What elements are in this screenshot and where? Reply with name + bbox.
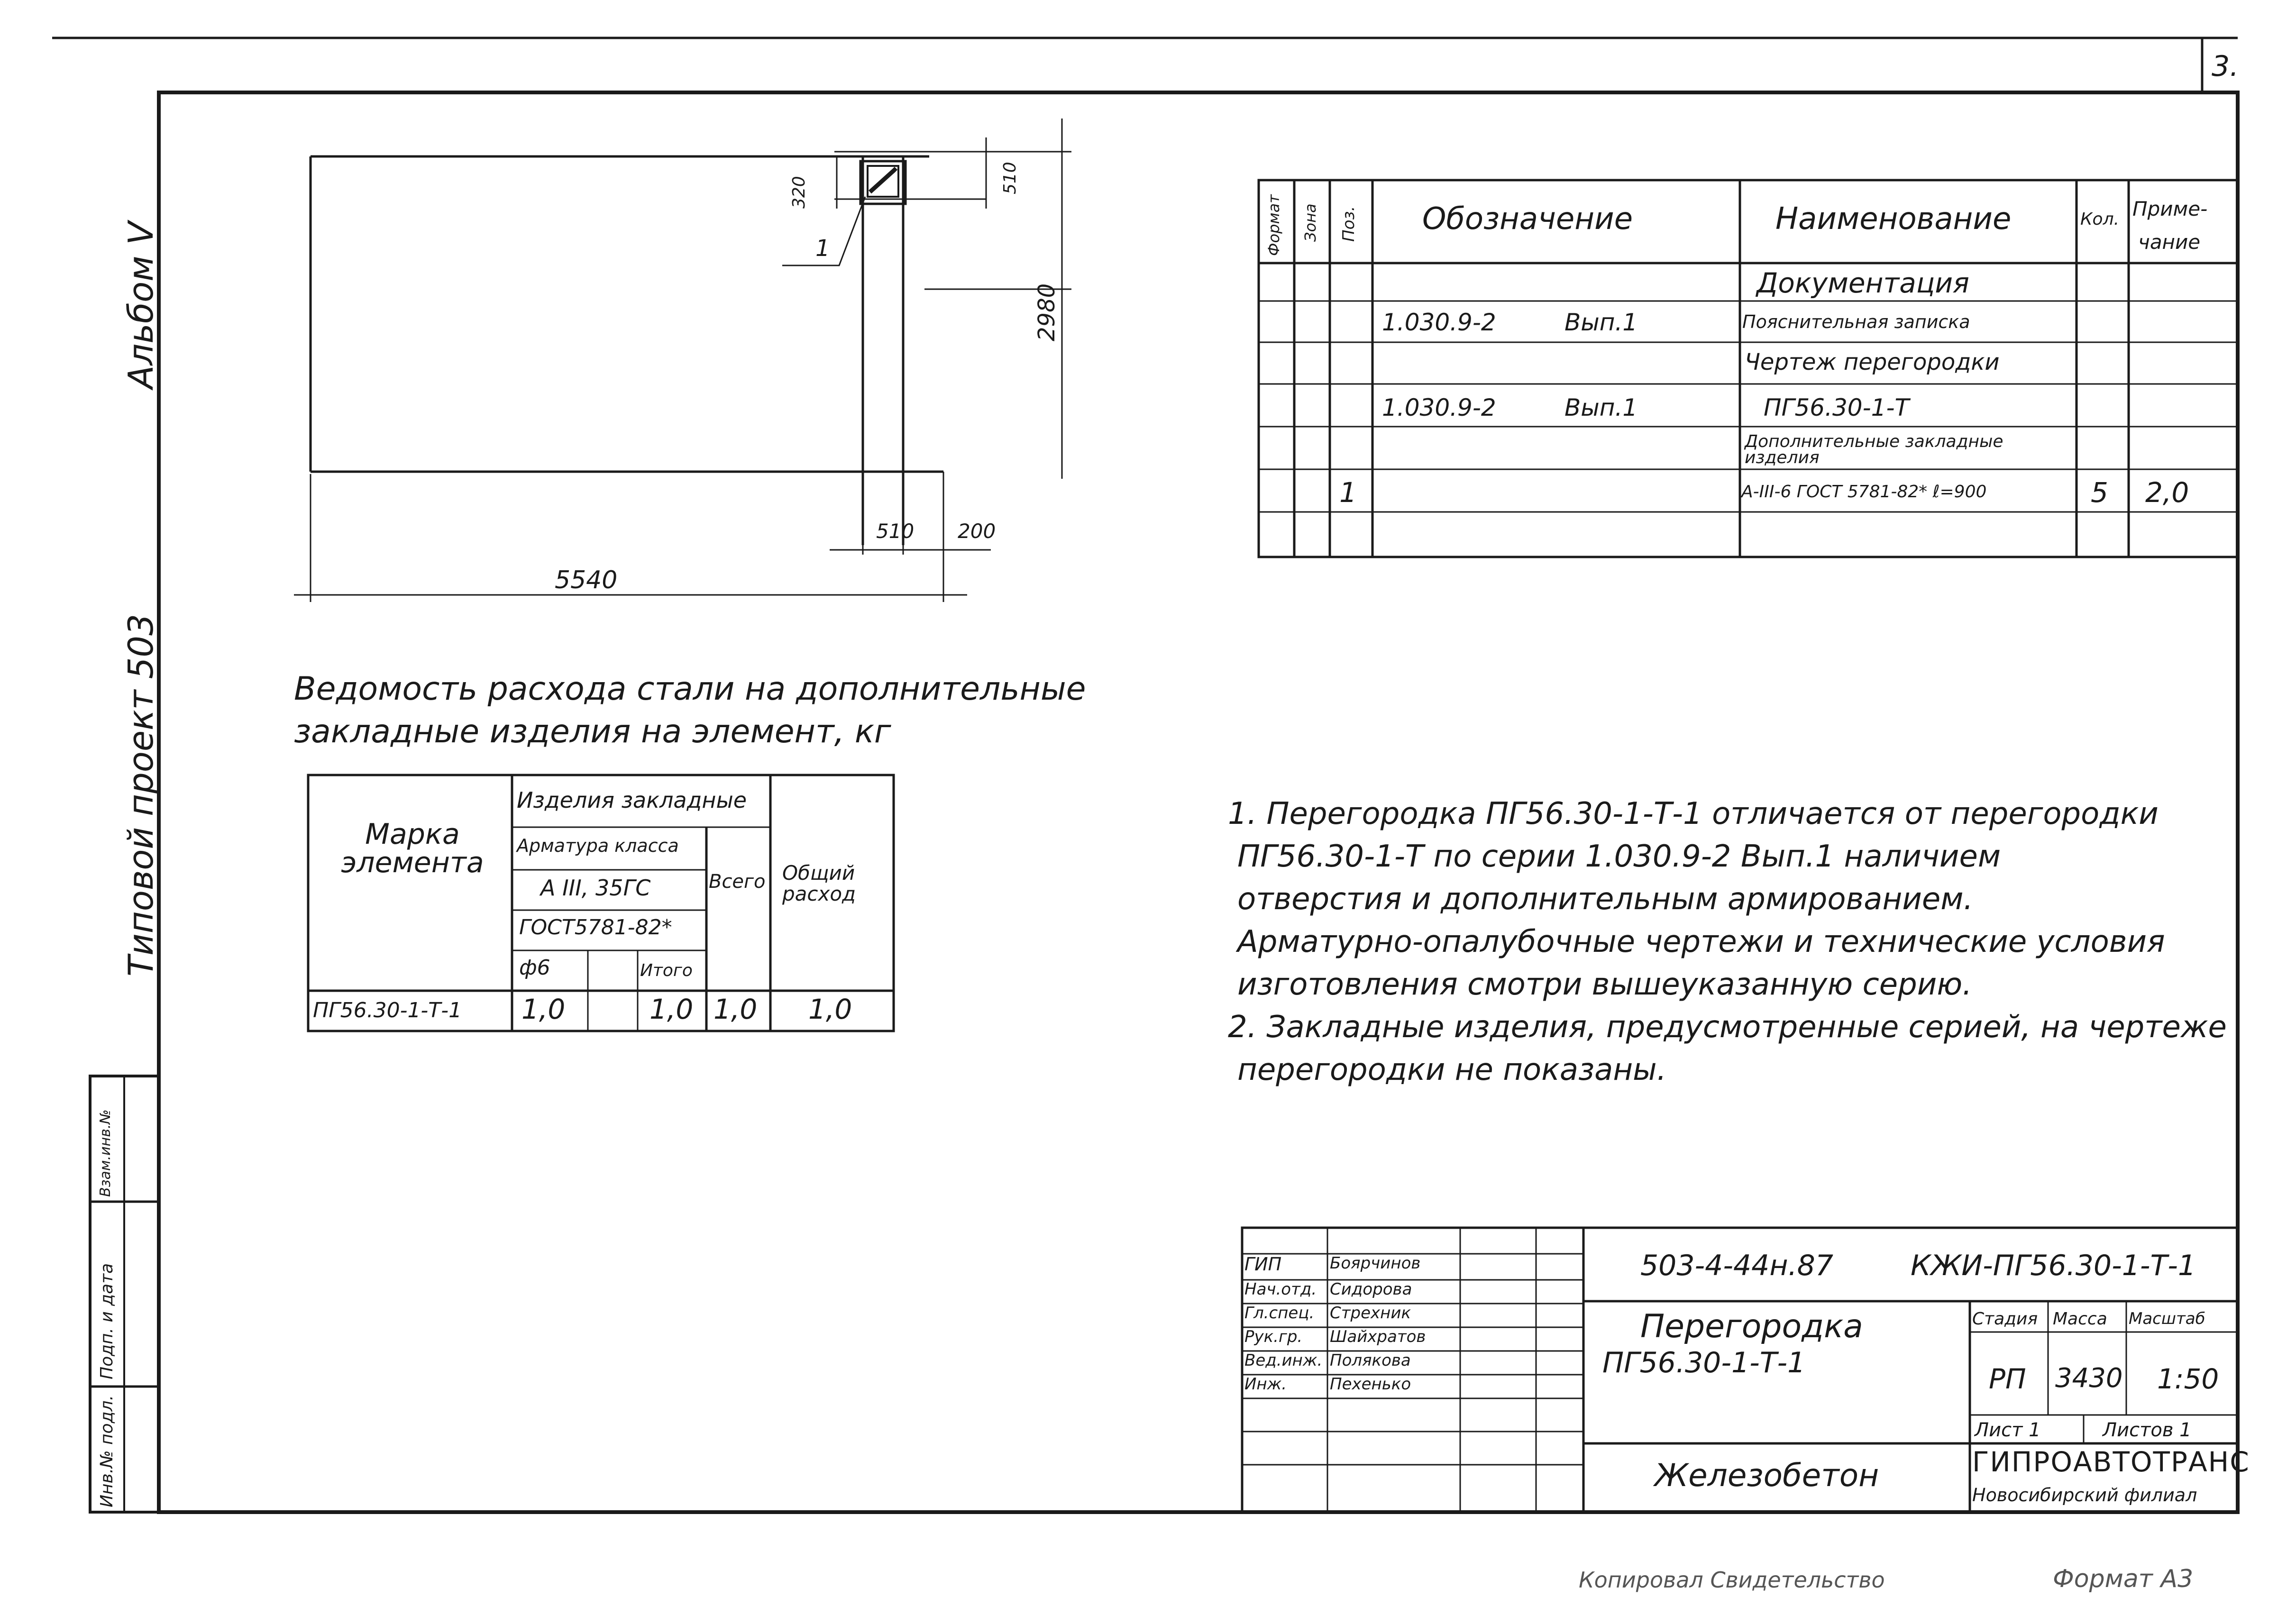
tb-role: Гл.спец. [1244, 1304, 1315, 1323]
spec-row-vyp: Вып.1 [1564, 394, 1638, 421]
steel-rebar-header: Арматура класса [517, 835, 679, 856]
tb-mass: 3430 [2055, 1363, 2123, 1394]
note-line: Арматурно-опалубочные чертежи и технические условия [1237, 924, 2165, 959]
steel-row-total: 1,0 [713, 993, 758, 1025]
spec-row-name: Чертеж перегородки [1745, 349, 2000, 375]
note-line: 1. Перегородка ПГ56.30-1-Т-1 отличается от перегородки [1228, 796, 2159, 831]
note-line: изготовления смотри вышеуказанную серию. [1237, 967, 1972, 1002]
dim-right-offset: 200 [958, 520, 996, 543]
stamp-cell-replace: Взам.инв.№ [97, 1109, 114, 1197]
steel-mark-header: Марка элемента [341, 818, 484, 879]
spec-row-name: Документация [1756, 267, 1969, 299]
steel-subtotal-header: Итого [640, 961, 693, 980]
steel-row-mark: ПГ56.30-1-Т-1 [313, 998, 462, 1022]
tb-role: Рук.гр. [1244, 1327, 1303, 1346]
spec-header-name: Наименование [1775, 201, 2012, 237]
dim-opening-width: 510 [876, 520, 915, 543]
album-label: Альбом V [121, 221, 161, 389]
tb-name: Шайхратов [1330, 1327, 1426, 1346]
tb-scale-label: Масштаб [2129, 1309, 2205, 1328]
spec-row-qty: 5 [2091, 476, 2108, 509]
spec-row-name: А-III-6 ГОСТ 5781-82* ℓ=900 [1741, 482, 1987, 502]
tb-role: Вед.инж. [1244, 1351, 1323, 1370]
spec-header-note-1: Приме- [2132, 197, 2208, 220]
steel-phi-header: ф6 [519, 956, 550, 980]
tb-title-line1: Перегородка [1640, 1308, 1863, 1345]
steel-row-phi6: 1,0 [521, 993, 566, 1025]
tb-sheet-label: Лист 1 [1975, 1419, 2041, 1441]
dim-height: 2980 [1034, 283, 1060, 341]
spec-row-vyp: Вып.1 [1564, 309, 1638, 336]
spec-row-name: Пояснительная записка [1742, 311, 1970, 332]
tb-material: Железобетон [1655, 1457, 1879, 1494]
tb-name: Пехенько [1330, 1375, 1411, 1394]
note-line: перегородки не показаны. [1237, 1052, 1667, 1087]
spec-header-format: Формат [1265, 194, 1283, 256]
tb-stage: РП [1989, 1363, 2026, 1395]
spec-row-note: 2,0 [2145, 476, 2189, 509]
steel-gost-value: ГОСТ5781-82* [519, 915, 672, 940]
tb-stage-label: Стадия [1972, 1309, 2038, 1329]
tb-project-code: 503-4-44н.87 [1640, 1249, 1833, 1282]
steel-overall-header: Общий расход [782, 861, 856, 905]
dim-top-right: 510 [1000, 162, 1020, 194]
callout-marker: 1 [815, 235, 830, 262]
bottom-right-note: Формат А3 [2053, 1565, 2194, 1593]
tb-scale: 1:50 [2157, 1363, 2219, 1395]
spec-row-name: Дополнительные закладные изделия [1745, 432, 2003, 467]
note-line: 2. Закладные изделия, предусмотренные серией, на чертеже [1228, 1010, 2227, 1045]
page-number: 3. [2212, 50, 2239, 83]
stamp-cell-sign: Подп. и дата [97, 1263, 117, 1379]
stamp-cell-inv: Инв.№ подл. [97, 1395, 117, 1507]
spec-header-zone: Зона [1301, 203, 1319, 242]
tb-doc-code: КЖИ-ПГ56.30-1-Т-1 [1911, 1249, 2196, 1282]
steel-total-header: Всего [709, 871, 766, 893]
tb-name: Боярчинов [1330, 1254, 1421, 1273]
spec-header-note-2: чание [2138, 230, 2201, 254]
project-label: Типовой проект 503 [121, 614, 161, 976]
spec-header-designation: Обозначение [1422, 201, 1633, 237]
steel-heading-line1: Ведомость расхода стали на дополнительные [294, 670, 1086, 708]
steel-row-overall: 1,0 [808, 993, 852, 1025]
dim-top-small: 320 [789, 176, 809, 209]
steel-group-header: Изделия закладные [517, 787, 747, 813]
spec-row-designation: 1.030.9-2 [1382, 309, 1496, 336]
bottom-left-note: Копировал Свидетельство [1579, 1567, 1885, 1593]
tb-mass-label: Масса [2053, 1309, 2107, 1329]
tb-name: Сидорова [1330, 1280, 1412, 1299]
tb-name: Полякова [1330, 1351, 1411, 1370]
tb-role: Нач.отд. [1244, 1280, 1317, 1299]
spec-header-pos: Поз. [1339, 206, 1358, 242]
spec-row-pos: 1 [1339, 476, 1357, 509]
tb-role: ГИП [1244, 1254, 1282, 1275]
steel-row-subtotal: 1,0 [649, 993, 694, 1025]
tb-name: Стрехник [1330, 1304, 1411, 1323]
steel-heading-line2: закладные изделия на элемент, кг [294, 713, 891, 750]
note-line: отверстия и дополнительным армированием. [1237, 882, 1973, 917]
tb-title-line2: ПГ56.30-1-Т-1 [1602, 1346, 1806, 1379]
spec-row-designation: 1.030.9-2 [1382, 394, 1496, 421]
tb-org: ГИПРОАВТОТРАНС [1972, 1446, 2250, 1478]
dim-total-width: 5540 [555, 566, 618, 594]
tb-role: Инж. [1244, 1375, 1287, 1394]
steel-class-value: А III, 35ГС [540, 875, 651, 901]
spec-header-qty: Кол. [2080, 210, 2120, 229]
note-line: ПГ56.30-1-Т по серии 1.030.9-2 Вып.1 наличием [1237, 839, 2001, 874]
tb-org-branch: Новосибирский филиал [1972, 1485, 2197, 1505]
spec-row-name: ПГ56.30-1-Т [1764, 394, 1910, 421]
partition-plan [294, 119, 1071, 602]
tb-sheets-label: Листов 1 [2103, 1419, 2192, 1441]
